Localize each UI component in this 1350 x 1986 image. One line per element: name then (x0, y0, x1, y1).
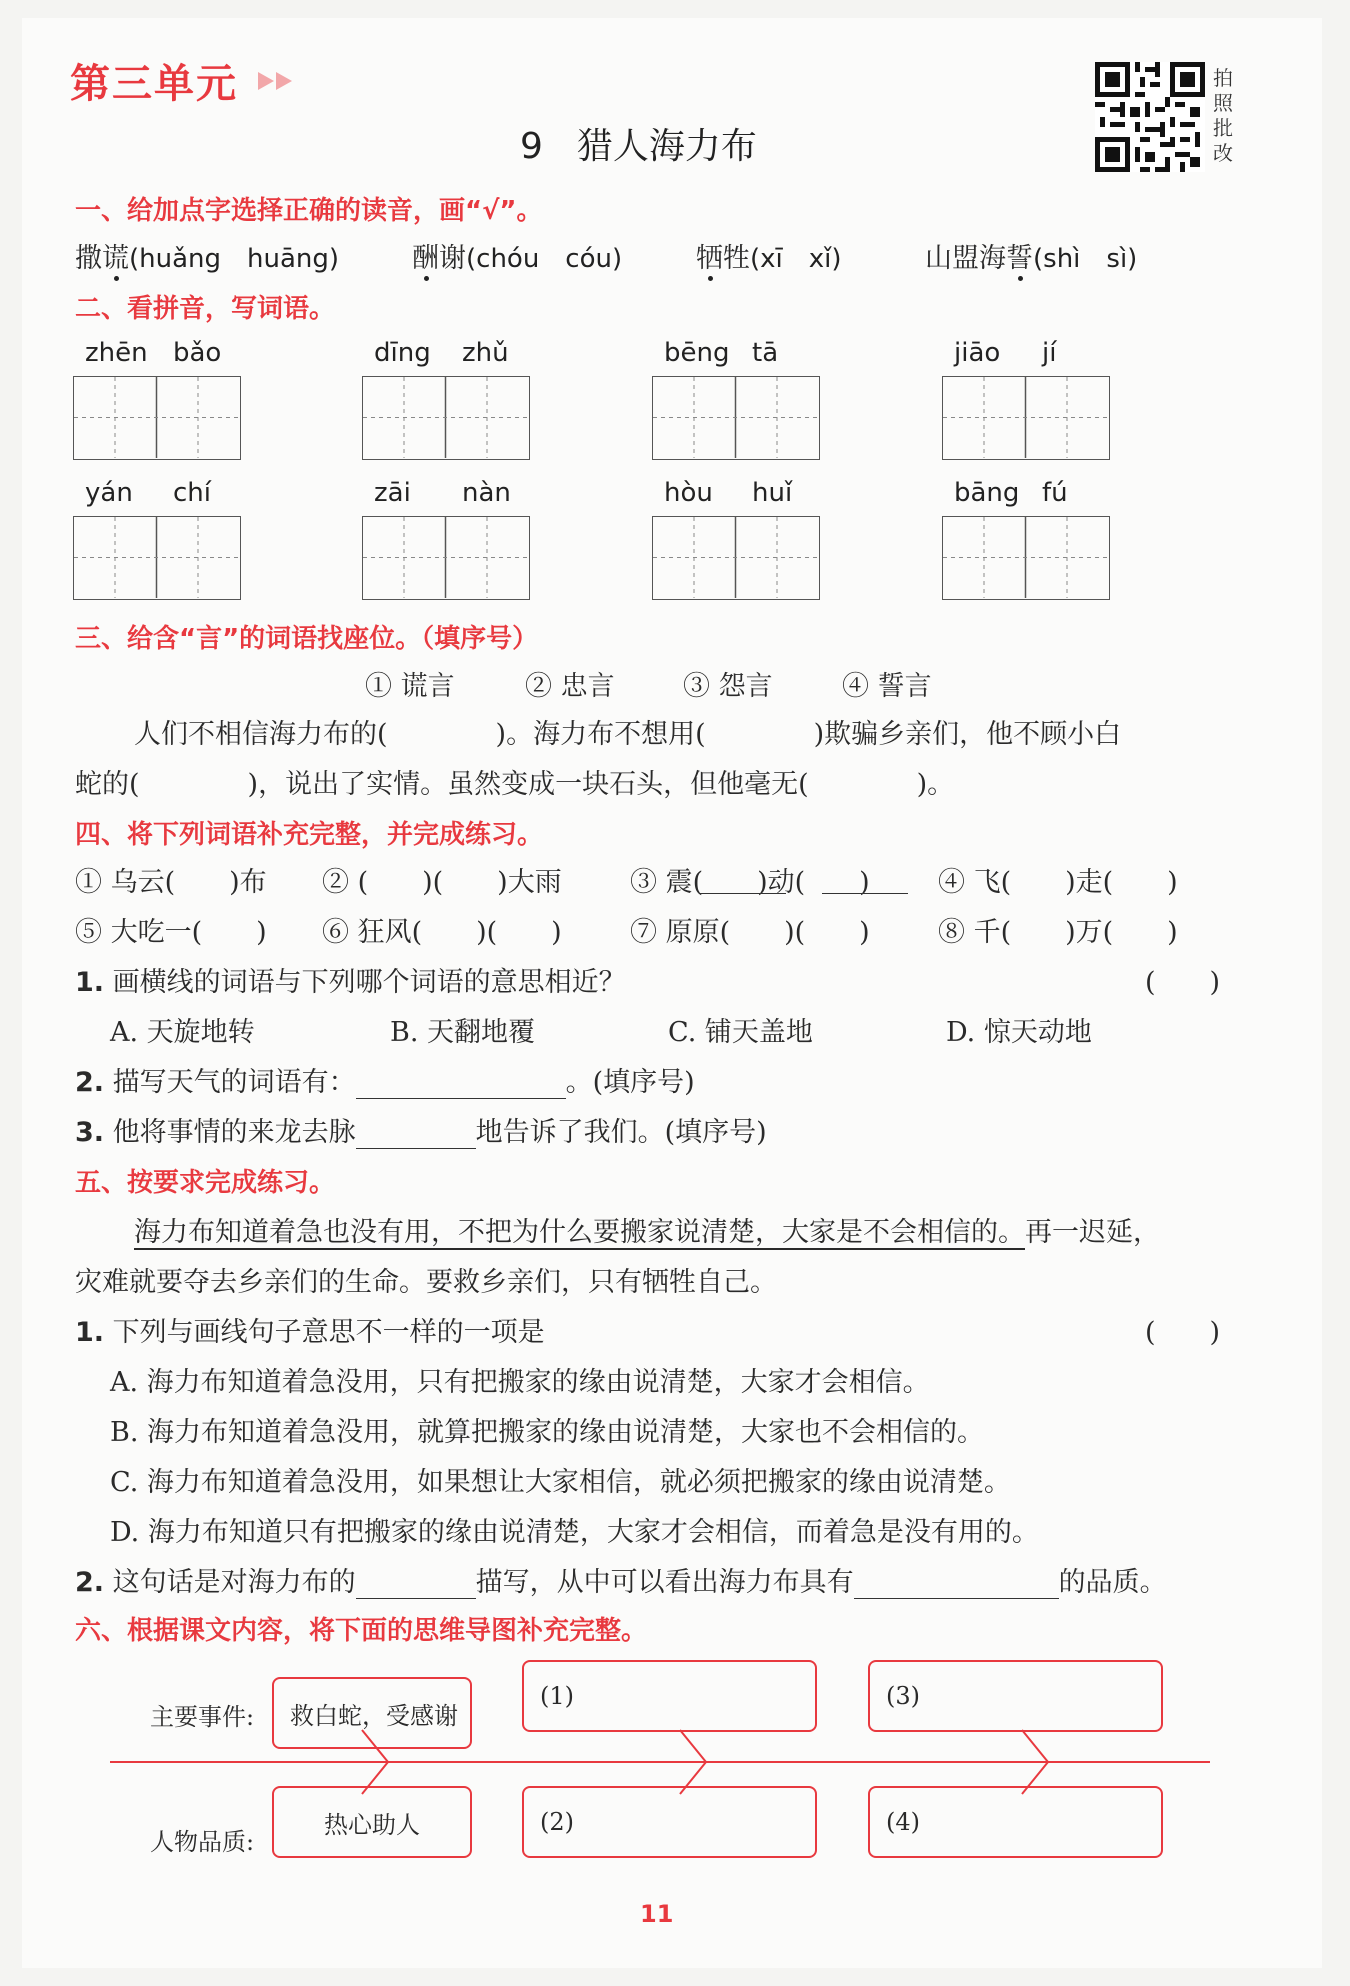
s5-q2-suffix: 的品质。 (1058, 1567, 1167, 1598)
pinyin-syllable: fú (1042, 478, 1068, 508)
s1-item-2-options[interactable]: (chóu cóu) (466, 244, 623, 274)
s4-q2-answer-blank[interactable] (356, 1067, 566, 1099)
lesson-number: 9 (520, 126, 543, 167)
mindmap-label-events: 主要事件: (150, 1703, 255, 1731)
s4-q3-text: 他将事情的来龙去脉 (112, 1117, 356, 1148)
pinyin-syllable: jiāo (954, 338, 1001, 368)
s4-question-3 (75, 1110, 767, 1149)
s5-q1-answer-bracket[interactable]: ( ) (1145, 1317, 1221, 1348)
unit-title: 第三单元 (70, 61, 238, 107)
s5-q2-text: 这句话是对海力布的 (112, 1567, 356, 1598)
writing-grid[interactable] (652, 376, 820, 460)
pinyin-syllable: huǐ (752, 478, 793, 508)
s5-q1-number: 1. (75, 1317, 105, 1348)
s4-q1-choice-c[interactable]: C. 铺天盖地 (668, 1017, 813, 1048)
s4-idiom-7[interactable]: ⑦ 原原( )( ) (630, 917, 870, 948)
mindmap-trait-4[interactable]: (4) (868, 1786, 1163, 1858)
s5-q2-number: 2. (75, 1567, 105, 1598)
s5-q2-middle: 描写，从中可以看出海力布具有 (475, 1567, 854, 1598)
pinyin-syllable: zāi (374, 478, 411, 508)
s4-q3-answer-blank[interactable] (356, 1117, 476, 1149)
s4-q3-number: 3. (75, 1117, 105, 1148)
section-3-title: 三、给含“言”的词语找座位。（填序号） (75, 624, 539, 654)
pinyin-syllable: bāng (954, 478, 1020, 508)
s5-q1-text: 下列与画线句子意思不一样的一项是 (112, 1317, 545, 1348)
s4-q2-text: 描写天气的词语有： (112, 1067, 356, 1098)
writing-grid[interactable] (362, 376, 530, 460)
pinyin-syllable: yán (85, 478, 133, 508)
s3-option-1: ① 谎言 (365, 671, 455, 702)
qr-code-icon[interactable] (1095, 62, 1205, 172)
s4-q1-number: 1. (75, 967, 105, 998)
s4-question-2 (75, 1060, 695, 1099)
pinyin-syllable: zhǔ (462, 338, 509, 368)
pinyin-syllable: bǎo (173, 338, 222, 368)
s5-q1-choice-b[interactable]: B. 海力布知道着急没用，就算把搬家的缘由说清楚，大家也不会相信的。 (110, 1417, 985, 1448)
s4-q1-text: 画横线的词语与下列哪个词语的意思相近？ (112, 967, 626, 998)
s4-q3-suffix: 地告诉了我们。(填序号) (475, 1117, 767, 1148)
s4-q1-answer-bracket[interactable]: ( ) (1145, 967, 1221, 998)
mindmap-trait-2[interactable]: (2) (522, 1786, 817, 1858)
s1-item-4 (925, 236, 1137, 275)
pinyin-syllable: zhēn (85, 338, 148, 368)
s5-passage-continuation: 再一迟延， (1025, 1217, 1160, 1248)
s4-q2-suffix: 。(填序号) (565, 1067, 695, 1098)
s4-idiom-3-underline-1 (700, 893, 786, 894)
mindmap-label-traits: 人物品质: (150, 1828, 255, 1856)
pinyin-syllable: nàn (462, 478, 511, 508)
s4-idiom-2[interactable]: ② ( )( )大雨 (322, 867, 562, 898)
pinyin-syllable: tā (752, 338, 779, 368)
s5-underlined-sentence: 海力布知道着急也没有用，不把为什么要搬家说清楚，大家是不会相信的。 (134, 1217, 1025, 1248)
s4-idiom-6[interactable]: ⑥ 狂风( )( ) (322, 917, 562, 948)
s5-q1-choice-c[interactable]: C. 海力布知道着急没用，如果想让大家相信，就必须把搬家的缘由说清楚。 (110, 1467, 1011, 1498)
pinyin-syllable: bēng (664, 338, 730, 368)
s5-q2-answer-blank-2[interactable] (854, 1567, 1059, 1599)
s4-idiom-4[interactable]: ④ 飞( )走( ) (938, 867, 1178, 898)
s1-item-3-dotted: 牺 (696, 243, 723, 274)
s1-item-4-dotted: 誓 (1006, 243, 1033, 274)
s1-item-2 (412, 236, 622, 275)
s1-item-1-options[interactable]: (huǎng huāng) (129, 244, 340, 274)
s4-q2-number: 2. (75, 1067, 105, 1098)
s1-item-3-options[interactable]: (xī xǐ) (750, 244, 842, 274)
section-5-title: 五、按要求完成练习。 (75, 1168, 336, 1198)
section-4-title: 四、将下列词语补充完整，并完成练习。 (75, 820, 544, 850)
pinyin-syllable: chí (173, 478, 211, 508)
pinyin-syllable: jí (1042, 338, 1057, 368)
writing-grid[interactable] (362, 516, 530, 600)
s3-option-3: ③ 怨言 (683, 671, 773, 702)
writing-grid[interactable] (652, 516, 820, 600)
s1-item-2-post: 谢 (439, 243, 466, 274)
writing-grid[interactable] (942, 516, 1110, 600)
s4-q1-choice-a[interactable]: A. 天旋地转 (110, 1017, 255, 1048)
s1-item-1 (75, 236, 339, 275)
s1-item-4-options[interactable]: (shì sì) (1033, 244, 1138, 274)
s4-q1-choice-b[interactable]: B. 天翻地覆 (390, 1017, 536, 1048)
s5-q1-choice-d[interactable]: D. 海力布知道只有把搬家的缘由说清楚，大家才会相信，而着急是没有用的。 (110, 1517, 1039, 1548)
s1-item-4-pre: 山盟海 (925, 243, 1006, 274)
lesson-title (520, 118, 757, 169)
pinyin-syllable: hòu (664, 478, 713, 508)
s5-q1-choice-a[interactable]: A. 海力布知道着急没用，只有把搬家的缘由说清楚，大家才会相信。 (110, 1367, 930, 1398)
mindmap-event-2[interactable]: (1) (522, 1660, 817, 1732)
s4-idiom-5[interactable]: ⑤ 大吃一( ) (75, 917, 267, 948)
section-6-title: 六、根据课文内容，将下面的思维导图补充完整。 (75, 1616, 648, 1646)
mindmap-event-1: 救白蛇，受感谢 (272, 1677, 472, 1749)
s5-passage-line-2: 灾难就要夺去乡亲们的生命。要救乡亲们，只有牺牲自己。 (75, 1267, 777, 1298)
writing-grid[interactable] (73, 516, 241, 600)
s4-idiom-3[interactable]: ③ 震( )动( ) (630, 867, 870, 898)
section-2-title: 二、看拼音，写词语。 (75, 294, 336, 324)
writing-grid[interactable] (942, 376, 1110, 460)
s1-item-3 (696, 236, 842, 275)
s1-item-2-dotted: 酬 (412, 243, 439, 274)
s5-passage-line-1 (134, 1210, 1160, 1249)
s4-idiom-3-underline-2 (822, 893, 908, 894)
mindmap-event-3[interactable]: (3) (868, 1660, 1163, 1732)
mindmap-trait-1: 热心助人 (272, 1786, 472, 1858)
page-number: 11 (640, 1900, 674, 1928)
s4-idiom-1[interactable]: ① 乌云( )布 (75, 867, 267, 898)
s5-q2-answer-blank-1[interactable] (356, 1567, 476, 1599)
double-arrow-icon (258, 70, 300, 92)
section-1-title: 一、给加点字选择正确的读音，画“√”。 (75, 196, 543, 226)
s3-passage-line-2[interactable]: 蛇的( )，说出了实情。虽然变成一块石头，但他毫无( )。 (75, 769, 955, 800)
s5-question-2 (75, 1560, 1167, 1599)
s3-option-4: ④ 誓言 (842, 671, 932, 702)
s3-option-2: ② 忠言 (525, 671, 615, 702)
writing-grid[interactable] (73, 376, 241, 460)
s4-question-1 (75, 960, 626, 999)
s1-item-1-pre: 撒 (75, 243, 102, 274)
pinyin-syllable: dīng (374, 338, 431, 368)
s5-question-1 (75, 1310, 545, 1349)
s4-q1-choice-d[interactable]: D. 惊天动地 (946, 1017, 1092, 1048)
qr-label: 拍照批改 (1213, 66, 1233, 165)
s4-idiom-8[interactable]: ⑧ 千( )万( ) (938, 917, 1178, 948)
s1-item-3-post: 牲 (723, 243, 750, 274)
lesson-name: 猎人海力布 (576, 126, 757, 167)
s3-passage-line-1[interactable]: 人们不相信海力布的( )。海力布不想用( )欺骗乡亲们，他不顾小白 (134, 719, 1122, 750)
s1-item-1-dotted: 谎 (102, 243, 129, 274)
